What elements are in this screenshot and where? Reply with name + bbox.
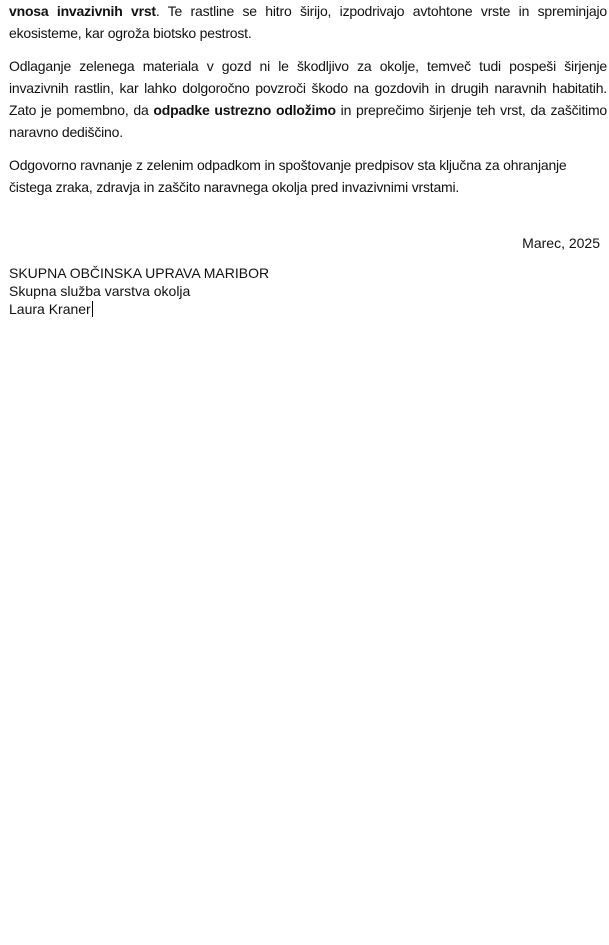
bold-phrase-dispose: odpadke ustrezno odložimo <box>153 102 336 118</box>
signature-block <box>9 264 269 318</box>
paragraph-invasive-species <box>9 0 607 44</box>
paragraph-text: in preprečimo širjenje teh vrst, da zaščitimo naravno dediščino. <box>9 102 607 140</box>
paragraph-text: Odgovorno ravnanje z zelenim odpadkom in spoštovanje predpisov sta ključna za ohranjanje čistega zraka, zdravja in zaščito naravnega okolja pred invazivnimi vrstami. <box>9 157 567 195</box>
document-date: Marec, 2025 <box>522 235 600 251</box>
text-cursor <box>92 301 93 317</box>
signature-name-line[interactable] <box>9 300 269 318</box>
paragraph-text: Odlaganje zelenega materiala v gozd ni le škodljivo za okolje, temveč tudi pospeši širjenje invazivnih rastlin, kar lahko dolgoročno povzroči škodo na gozdovih in drugih naravnih habitatih. Zato je pomembno, da <box>9 58 607 118</box>
paragraph-responsibility <box>9 154 607 198</box>
bold-phrase-invasive: vnosa invazivnih vrst <box>9 3 156 19</box>
signature-organization: SKUPNA OBČINSKA UPRAVA MARIBOR <box>9 265 270 281</box>
paragraph-dumping <box>9 55 607 143</box>
paragraph-text: . Te rastline se hitro širijo, izpodrivajo avtohtone vrste in spreminjajo ekosisteme, kar ogroža biotsko pestrost. <box>9 3 607 41</box>
signature-department: Skupna služba varstva okolja <box>9 283 191 299</box>
signature-name: Laura Kraner <box>9 301 91 317</box>
